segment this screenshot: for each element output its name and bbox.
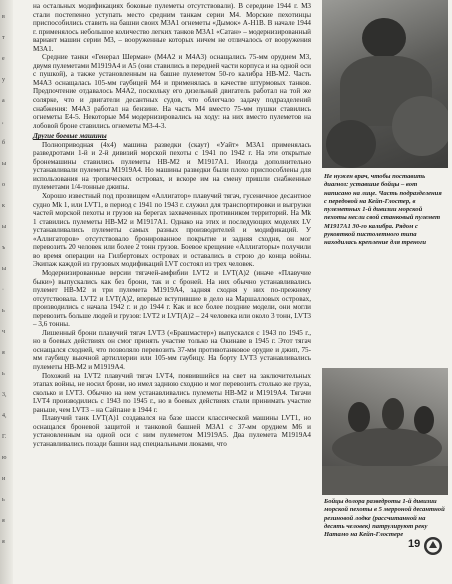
gutter-text-fragment: ы xyxy=(2,266,7,272)
gutter-text-fragment: а xyxy=(2,98,5,104)
gutter-text-fragment: ь xyxy=(2,308,5,314)
article-paragraph: Модернизированные версии тягачей-амфибии LVT2 и LVT(A)2 (иначе «Плавучие быки») выпускались как без брони, так и с броней. На них обычно устанавливались пулемет НВ-М2 и три пулемета M1919A4, задняя сходня у них по-прежнему отсутствовала. LVT2 и LVT(A)2, впервые вступившие в дело на Маршалловых островах, производились с начала 1942 г. и до 1944 г. Как и все более поздние модели, они могли перевозить больше людей и грузов: LVT2 и LVT(A)2 – 24 человека или около 3 тонн, LVT3 – 3,6 тонны. xyxy=(33,268,311,329)
facing-page-gutter xyxy=(0,0,13,584)
gutter-text-fragment: т xyxy=(2,35,5,41)
gutter-text-fragment: ч xyxy=(2,329,6,335)
gutter-text-fragment: ъ xyxy=(2,245,6,251)
gutter-text-fragment: у xyxy=(2,77,5,83)
article-paragraph: Лишенный брони плавучий тягач LVT3 («Брашмастер») выпускался с 1943 по 1945 г., но в боевых действиях он смог принять участие только на Окинаве в 1945 г. Этот тягач оснащался сходней, что позволяло перевозить 37-мм противотанковое орудие и джип, 75-мм гаубицу вьючной артиллерии или 105-мм гаубицу. На борту LVT3 устанавливались пулеметы НВ-М2 и M1919A4. xyxy=(33,328,311,371)
gutter-text-fragment: я xyxy=(2,539,5,545)
gutter-text-fragment: и xyxy=(2,476,6,482)
photo-caption-bottom: Бойцы долора разведроты 1-й дивизии морской пехоты в 5 мерроной десантной резиновой лодке (рассчитанной на десять человек) патрулируют реку Натамо на Кейп-Глостере xyxy=(324,498,445,539)
article-paragraph: Плавучий танк LVT(A)1 создавался на базе шасси классической машины LVT1, но оснащался броневой защитой и танковой башней М3А1 с 37-мм орудием М6 и установленным на одной оси с ним пулеметом M1919A5. Два пулемета M1919A4 устанавливались позади башни над специальными люками, что xyxy=(33,414,311,448)
gutter-text-fragment: , xyxy=(2,119,4,125)
gutter-text-fragment: 3, xyxy=(2,392,7,398)
section-subheading: Другие боевые машины xyxy=(33,132,107,141)
article-paragraph: Полноприводная (4х4) машина разведки (скаут) «Уайт» М3А1 применялась разведротами 1-й и 2-й дивизий морской пехоты с 1941 по 1942 г. На эти открытые бронемашины ставились пулеметы НВ-М2 и M1917A1. Иногда дополнительно устанавливали пулеметы M1919A4. Но машины разведки были плохо приспособлены для использования на тропических островах, и вскоре им на смену пришли снабженные пулеметами 1/4-тонные джипы. xyxy=(33,140,311,192)
gutter-text-fragment: ы xyxy=(2,161,7,167)
page-number: 19 xyxy=(408,538,421,550)
photo-caption-top: Не нужен врач, чтобы поставить диагноз: уставшие бойцы – вот написано на лице. Часть подразделения с передовой на Кейп-Глостер, в пулеметных 1-й дивизии морской пехоты несли свой станковый пулемет M1917A1 30-го калибра. Рядом с рукояткой пистолетного типа находилась крепление для треноги xyxy=(324,173,442,247)
gutter-text-fragment: в xyxy=(2,14,5,20)
gutter-text-fragment: к xyxy=(2,203,5,209)
gutter-text-fragment: б xyxy=(2,140,6,146)
gutter-text-fragment: ь xyxy=(2,371,5,377)
article-paragraph: на остальных модификациях боковые пулеметы отсутствовали). В середине 1944 г. М3 стали постепенно уступать место средним танкам серии М4. Морские пехотинцы приспособились ставить на башни своих М3А1 огнеметы «Дымок» А-Н1В. В начале 1944 г. применялось небольшое количество легких танков М3А1 «Сатан» – модернизированный вариант машин серии М3, – вооруженные которых ничем не отличалось от вооружения М3А1. xyxy=(33,2,311,53)
article-body xyxy=(33,2,311,448)
photo-soldiers-with-machine-gun xyxy=(322,0,448,168)
gutter-text-fragment: Г. xyxy=(2,434,7,440)
gutter-text-fragment: ы xyxy=(2,224,7,230)
gutter-text-fragment: ю xyxy=(2,455,7,461)
gutter-text-fragment: я xyxy=(2,350,5,356)
article-paragraph: Хорошо известный под прозвищем «Аллигатор» плавучий тягач, гусеничное десантное судно Mk 1, или LVT1, в период с 1941 по 1943 г. служил для транспортировки и выгрузки частей морской пехоты и грузов на берегах захваченных противником территорий. На Mk 1 ставились пулеметы НВ-М2 и M1917A1. Однако на этих и последующих моделях LV устанавливались пулеметы самых разных производителей и модификаций. У «Аллигаторов» отсутствовало бронированное покрытие и задняя сходня, он мог перевозить 20 человек или более 2 тонн грузов. Боевое крещение «Аллигаторы» получили во время операции на Гилбертовых островах и оставались в строю до конца войны. Экипаж каждой из грузовых модификаций LVT состоял из трех человек. xyxy=(33,192,311,269)
article-paragraph: Похожий на LVT2 плавучий тягач LVT4, появившийся на свет на заключительных этапах войны, не носил брони, но имел заднюю сходню и мог перевозить столько же груза, сколько и LVT3. Обычно на нем устанавливались пулеметы НВ-М2 и M1919A4. Тягачи LVT4 производились с 1943 по 1945 г., но в боевых действиях стали принимать участие раньше, чем LVT3 – на Сайпане в 1944 г. xyxy=(33,371,311,414)
gutter-text-fragment: ь xyxy=(2,497,5,503)
gutter-text-fragment: · xyxy=(2,287,4,293)
gutter-text-fragment: я xyxy=(2,518,5,524)
article-paragraph: Средние танки «Генерал Шерман» (М4А2 и М4А3) оснащались 75-мм орудием М3, двумя пулеметами M1919A4 и А5 (они ставились в передней части корпуса и на одной оси с пушкой), а также установленным на башне пулеметом 50-го калибра НВ-М2. Часть М4А3 оснащалась 105-мм гаубицей М4 и применялась в качестве штурмовых танков. Предпочтение отдавалось М4А2, поскольку его дизельный двигатель работал на той же солярке, что и двигатели десантных судов, что облегчало задачу подразделений снабжения: М4А3 работал на бензине. На часть М4 вместо 75-мм пушки ставились огнеметы Е4-5. Некоторые М4 модернизировались на ходу: на них вместо пулеметов на лобовой броне ставились огнеметы М3-4-3. xyxy=(33,53,311,130)
gutter-text-fragment: 4, xyxy=(2,413,7,419)
gutter-text-fragment: о xyxy=(2,182,5,188)
series-emblem-icon xyxy=(423,536,443,556)
gutter-text-fragment: е xyxy=(2,56,5,62)
photo-marines-in-raft xyxy=(322,368,448,495)
